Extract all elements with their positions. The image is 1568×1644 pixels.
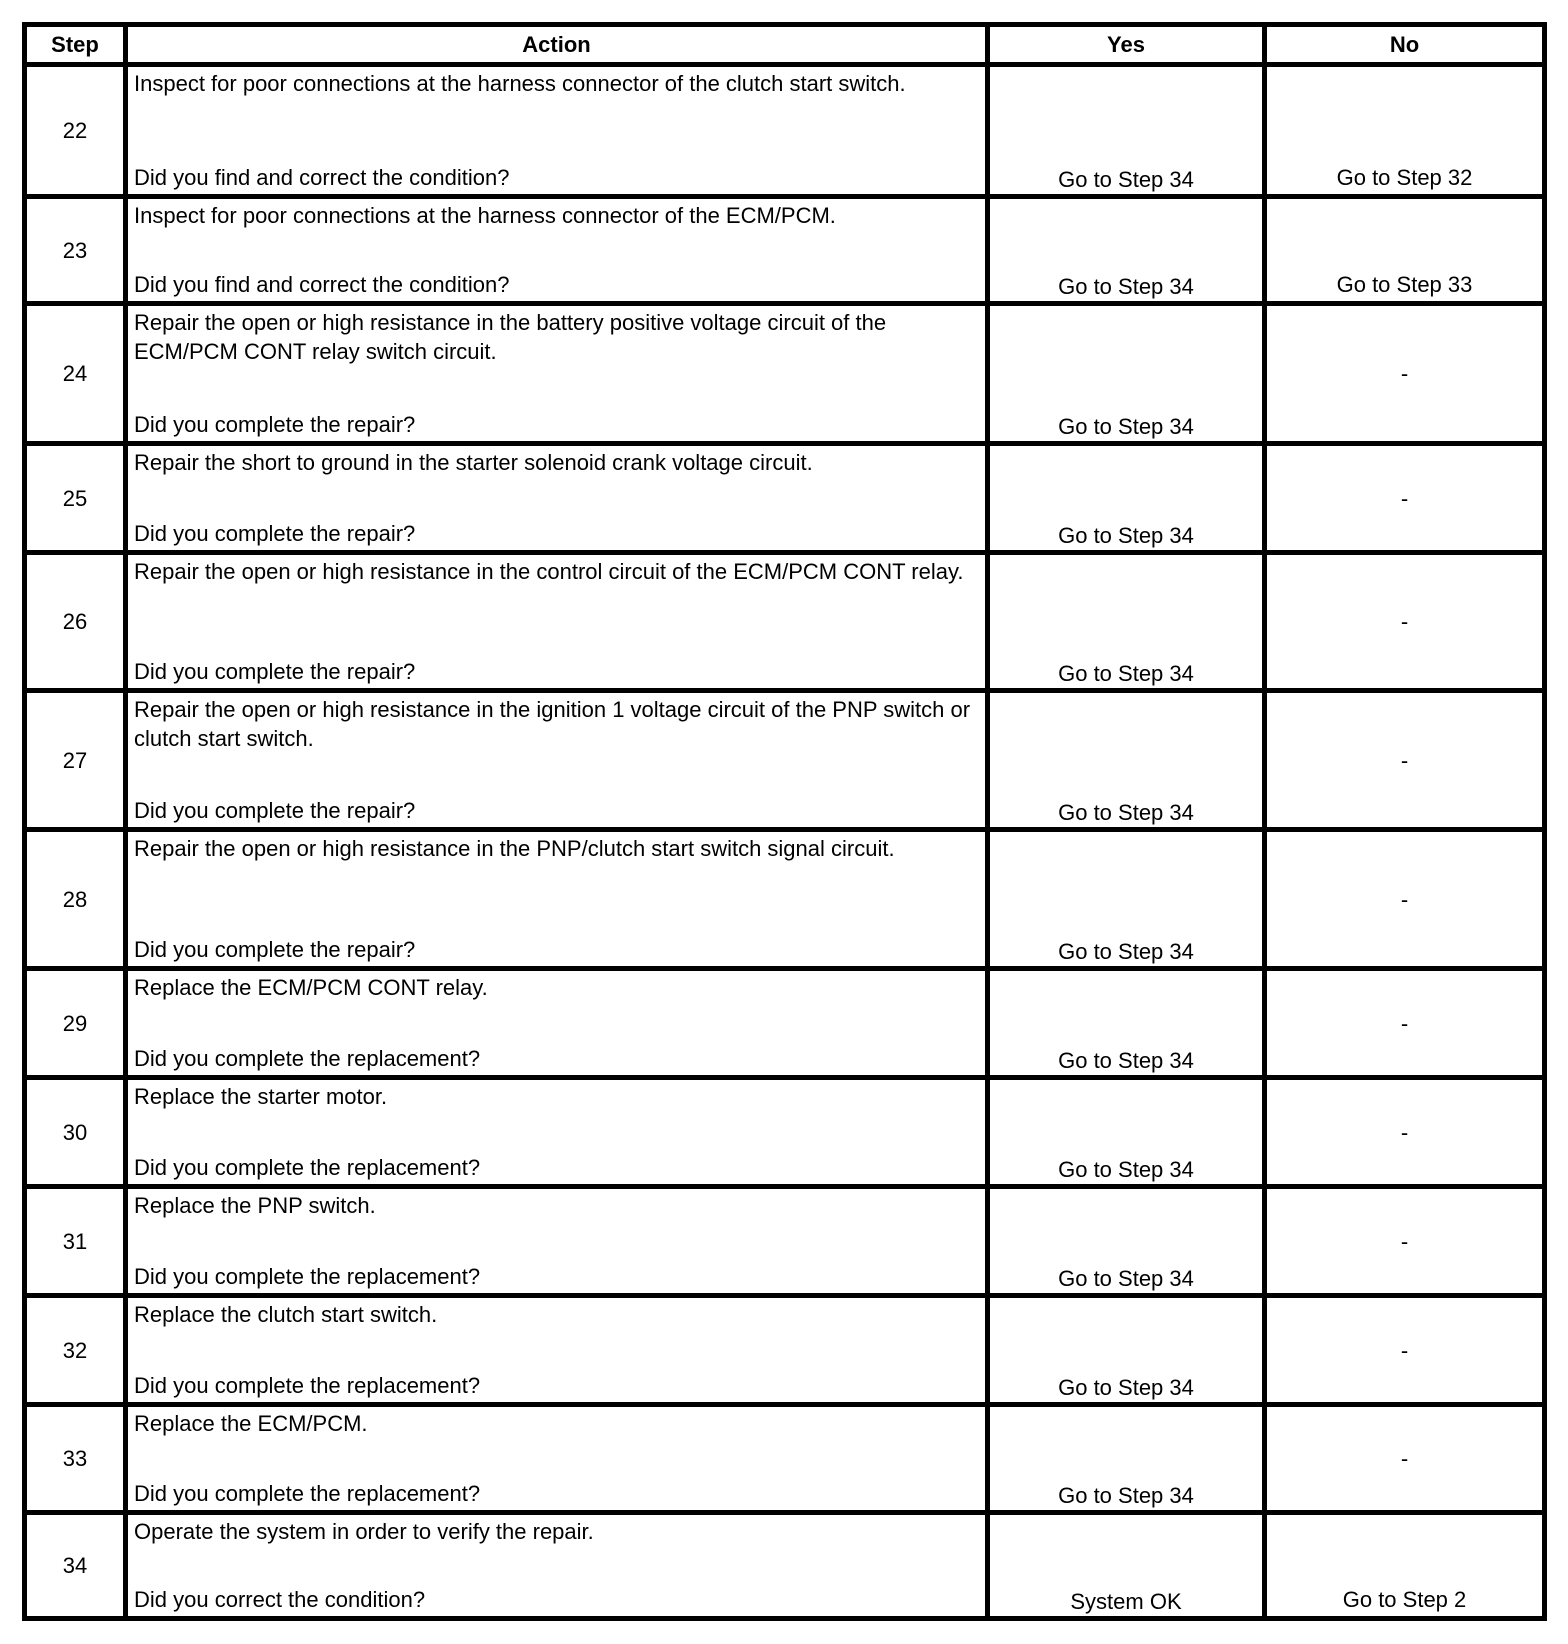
- header-action: Action: [126, 25, 988, 65]
- no-result: Go to Step 32: [1265, 65, 1545, 197]
- no-result: -: [1265, 1078, 1545, 1187]
- no-result: -: [1265, 1187, 1545, 1296]
- action-instruction: Inspect for poor connections at the harness connector of the clutch start switch.: [134, 71, 906, 96]
- yes-result: Go to Step 34: [988, 444, 1265, 553]
- no-result: -: [1265, 969, 1545, 1078]
- header-yes: Yes: [988, 25, 1265, 65]
- no-result: -: [1265, 691, 1545, 830]
- header-row: [25, 25, 1545, 65]
- action-cell: [126, 1513, 988, 1619]
- yes-result: Go to Step 34: [988, 691, 1265, 830]
- action-instruction: Operate the system in order to verify the repair.: [134, 1519, 594, 1544]
- step-number: 28: [25, 830, 126, 969]
- yes-result: Go to Step 34: [988, 1296, 1265, 1405]
- action-question: Did you complete the repair?: [134, 412, 416, 437]
- no-result: -: [1265, 1405, 1545, 1513]
- table-row-step-30: [25, 1078, 1545, 1187]
- table-row-step-27: [25, 691, 1545, 830]
- table-row-step-22: [25, 65, 1545, 197]
- action-question: Did you find and correct the condition?: [134, 165, 510, 190]
- step-number: 25: [25, 444, 126, 553]
- table-row-step-25: [25, 444, 1545, 553]
- action-question: Did you complete the repair?: [134, 659, 416, 684]
- action-question: Did you complete the replacement?: [134, 1264, 481, 1289]
- table-row-step-26: [25, 553, 1545, 691]
- no-result: -: [1265, 1296, 1545, 1405]
- action-cell: [126, 830, 988, 969]
- step-number: 22: [25, 65, 126, 197]
- header-step: Step: [25, 25, 126, 65]
- action-instruction: Repair the short to ground in the starter solenoid crank voltage circuit.: [134, 450, 813, 475]
- action-question: Did you complete the replacement?: [134, 1373, 481, 1398]
- yes-result: Go to Step 34: [988, 65, 1265, 197]
- action-question: Did you complete the replacement?: [134, 1481, 481, 1506]
- table-row-step-29: [25, 969, 1545, 1078]
- action-instruction: Inspect for poor connections at the harness connector of the ECM/PCM.: [134, 203, 836, 228]
- table-row-step-32: [25, 1296, 1545, 1405]
- no-result: Go to Step 33: [1265, 197, 1545, 304]
- step-number: 23: [25, 197, 126, 304]
- action-cell: [126, 1296, 988, 1405]
- action-question: Did you complete the repair?: [134, 798, 416, 823]
- action-cell: [126, 1187, 988, 1296]
- action-instruction: Repair the open or high resistance in the battery positive voltage circuit of the ECM/PCM CONT relay switch circuit.: [134, 310, 887, 364]
- action-instruction: Replace the PNP switch.: [134, 1193, 376, 1218]
- step-number: 31: [25, 1187, 126, 1296]
- step-number: 34: [25, 1513, 126, 1619]
- step-number: 24: [25, 304, 126, 444]
- action-instruction: Repair the open or high resistance in the ignition 1 voltage circuit of the PNP switch or clutch start switch.: [134, 697, 971, 751]
- action-instruction: Repair the open or high resistance in the PNP/clutch start switch signal circuit.: [134, 836, 895, 861]
- step-number: 33: [25, 1405, 126, 1513]
- yes-result: Go to Step 34: [988, 197, 1265, 304]
- action-cell: [126, 444, 988, 553]
- yes-result: Go to Step 34: [988, 1405, 1265, 1513]
- step-number: 30: [25, 1078, 126, 1187]
- action-question: Did you complete the repair?: [134, 521, 416, 546]
- yes-result: Go to Step 34: [988, 304, 1265, 444]
- table-row-step-28: [25, 830, 1545, 969]
- yes-result: Go to Step 34: [988, 1187, 1265, 1296]
- action-question: Did you complete the replacement?: [134, 1155, 481, 1180]
- table-row-step-33: [25, 1405, 1545, 1513]
- action-cell: [126, 197, 988, 304]
- action-cell: [126, 553, 988, 691]
- step-number: 27: [25, 691, 126, 830]
- header-no: No: [1265, 25, 1545, 65]
- table-row-step-31: [25, 1187, 1545, 1296]
- action-cell: [126, 304, 988, 444]
- action-cell: [126, 691, 988, 830]
- step-number: 26: [25, 553, 126, 691]
- table-row-step-24: [25, 304, 1545, 444]
- yes-result: Go to Step 34: [988, 830, 1265, 969]
- diagnostic-steps-table: [22, 22, 1547, 1621]
- action-cell: [126, 1405, 988, 1513]
- action-question: Did you correct the condition?: [134, 1587, 426, 1612]
- step-number: 29: [25, 969, 126, 1078]
- action-cell: [126, 65, 988, 197]
- action-instruction: Replace the ECM/PCM CONT relay.: [134, 975, 488, 1000]
- table-row-step-34: [25, 1513, 1545, 1619]
- action-question: Did you complete the replacement?: [134, 1046, 481, 1071]
- table-row-step-23: [25, 197, 1545, 304]
- step-number: 32: [25, 1296, 126, 1405]
- no-result: -: [1265, 304, 1545, 444]
- action-cell: [126, 969, 988, 1078]
- action-cell: [126, 1078, 988, 1187]
- action-instruction: Repair the open or high resistance in the control circuit of the ECM/PCM CONT relay.: [134, 559, 964, 584]
- action-question: Did you find and correct the condition?: [134, 272, 510, 297]
- no-result: -: [1265, 830, 1545, 969]
- yes-result: Go to Step 34: [988, 553, 1265, 691]
- no-result: Go to Step 2: [1265, 1513, 1545, 1619]
- action-question: Did you complete the repair?: [134, 937, 416, 962]
- yes-result: System OK: [988, 1513, 1265, 1619]
- action-instruction: Replace the ECM/PCM.: [134, 1411, 368, 1436]
- action-instruction: Replace the clutch start switch.: [134, 1302, 438, 1327]
- yes-result: Go to Step 34: [988, 969, 1265, 1078]
- yes-result: Go to Step 34: [988, 1078, 1265, 1187]
- no-result: -: [1265, 553, 1545, 691]
- no-result: -: [1265, 444, 1545, 553]
- action-instruction: Replace the starter motor.: [134, 1084, 388, 1109]
